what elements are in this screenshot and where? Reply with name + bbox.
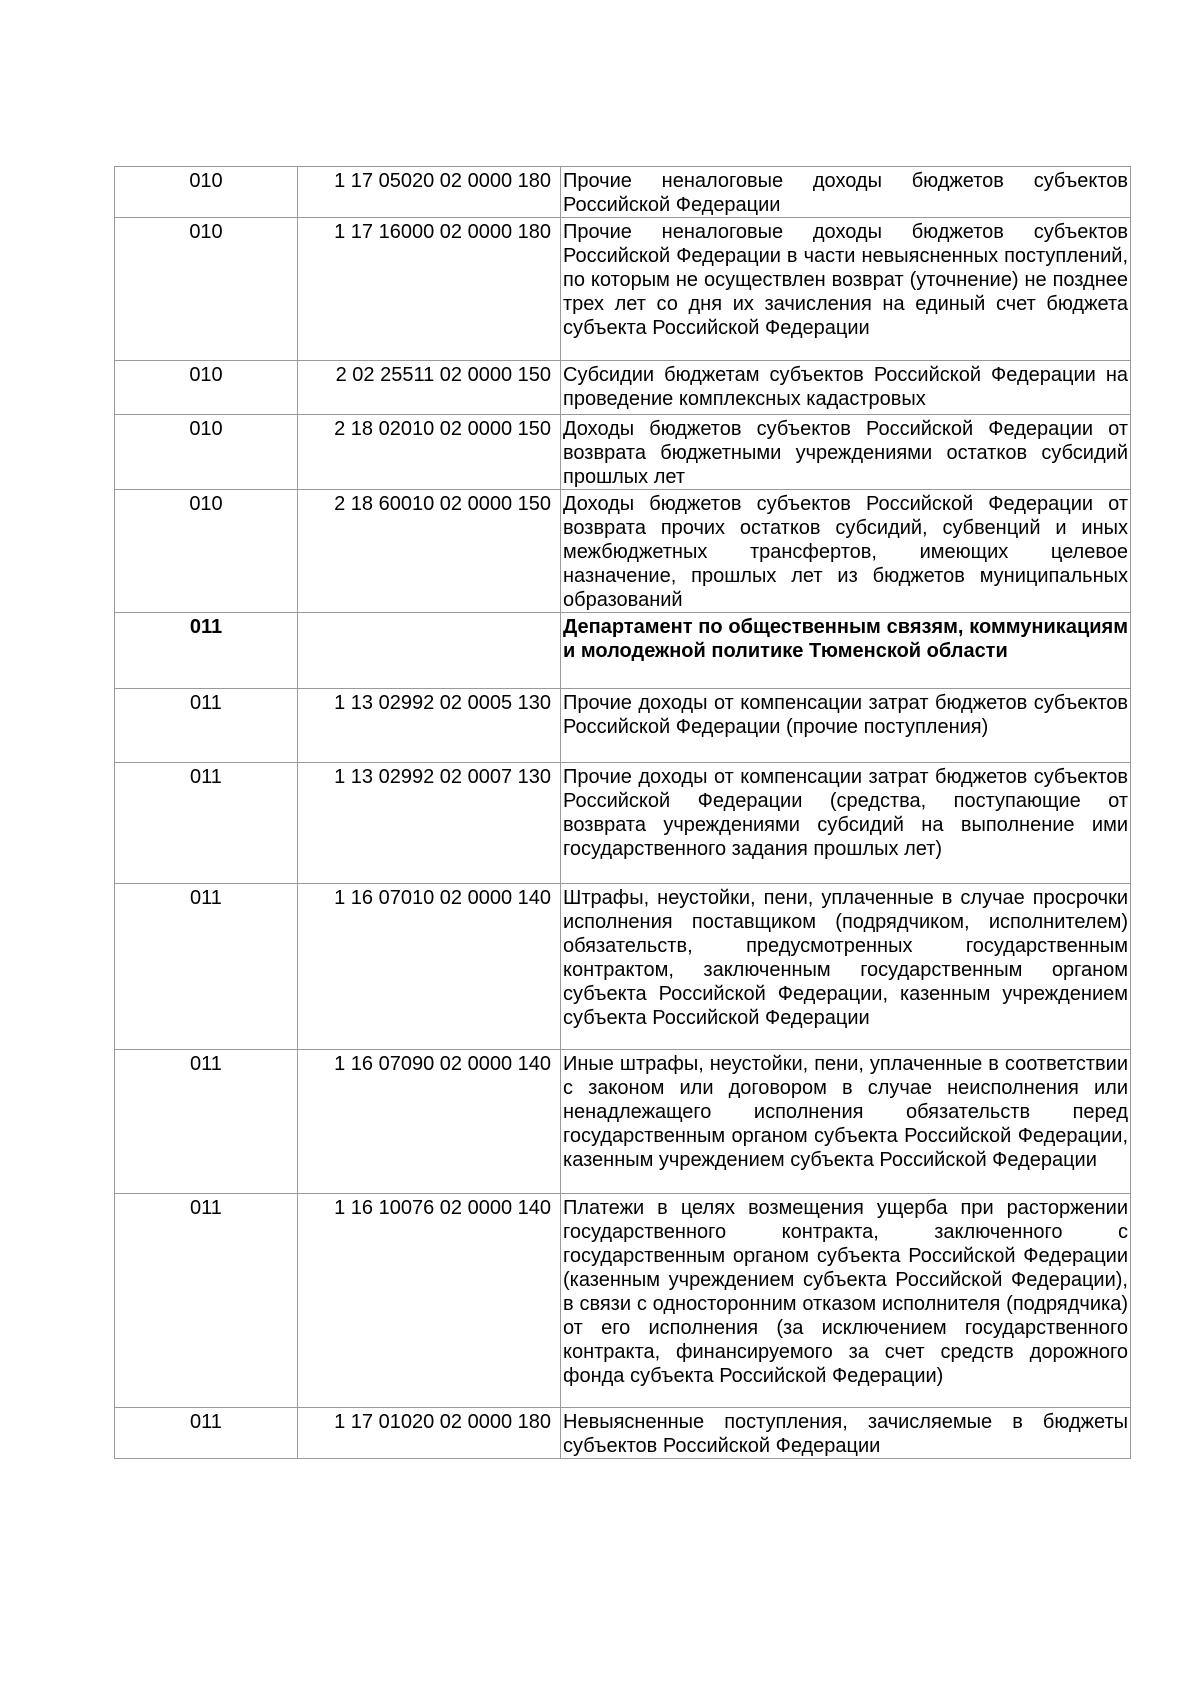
table-body (115, 167, 1131, 1459)
table-row-section-header (115, 613, 1131, 689)
budget-classification-code-cell: 1 13 02992 02 0005 130 (298, 689, 561, 763)
table-row (115, 689, 1131, 763)
budget-classification-code-cell: 1 16 10076 02 0000 140 (298, 1194, 561, 1408)
budget-classification-code-cell: 1 13 02992 02 0007 130 (298, 763, 561, 884)
table-row (115, 884, 1131, 1050)
revenue-name-cell: Доходы бюджетов субъектов Российской Федерации от возврата бюджетными учреждениями остатков субсидий прошлых лет (561, 415, 1131, 490)
table-row (115, 218, 1131, 361)
revenue-name-cell: Субсидии бюджетам субъектов Российской Федерации на проведение комплексных кадастровых (561, 361, 1131, 415)
budget-classification-code-cell: 1 16 07010 02 0000 140 (298, 884, 561, 1050)
revenue-name-cell: Невыясненные поступления, зачисляемые в бюджеты субъектов Российской Федерации (561, 1408, 1131, 1459)
revenue-name-cell: Штрафы, неустойки, пени, уплаченные в случае просрочки исполнения поставщиком (подрядчиком, исполнителем) обязательств, предусмотренных государственным контрактом, заключенным государственным органом субъекта Российской Федерации, казенным учреждением субъекта Российской Федерации (561, 884, 1131, 1050)
administrator-code-cell: 010 (115, 490, 298, 613)
administrator-code-cell: 010 (115, 361, 298, 415)
administrator-code-cell: 011 (115, 1194, 298, 1408)
table-row (115, 415, 1131, 490)
budget-classification-code-cell: 2 18 60010 02 0000 150 (298, 490, 561, 613)
budget-classification-code-cell: 1 17 05020 02 0000 180 (298, 167, 561, 218)
administrator-code-cell: 011 (115, 613, 298, 689)
revenue-name-cell: Иные штрафы, неустойки, пени, уплаченные в соответствии с законом или договором в случае неисполнения или ненадлежащего исполнения обязательств перед государственным органом субъекта Российской Федерации, казенным учреждением субъекта Российской Федерации (561, 1050, 1131, 1194)
table-row (115, 1050, 1131, 1194)
administrator-code-cell: 011 (115, 1408, 298, 1459)
table-row (115, 361, 1131, 415)
revenue-codes-table (114, 166, 1131, 1459)
revenue-name-cell: Прочие неналоговые доходы бюджетов субъектов Российской Федерации (561, 167, 1131, 218)
administrator-code-cell: 010 (115, 218, 298, 361)
budget-classification-code-cell: 1 17 16000 02 0000 180 (298, 218, 561, 361)
table-row (115, 763, 1131, 884)
budget-classification-code-cell: 1 16 07090 02 0000 140 (298, 1050, 561, 1194)
revenue-name-cell: Прочие неналоговые доходы бюджетов субъектов Российской Федерации в части невыясненных поступлений, по которым не осуществлен возврат (уточнение) не позднее трех лет со дня их зачисления на единый счет бюджета субъекта Российской Федерации (561, 218, 1131, 361)
budget-classification-code-cell: 1 17 01020 02 0000 180 (298, 1408, 561, 1459)
administrator-code-cell: 011 (115, 884, 298, 1050)
administrator-code-cell: 011 (115, 763, 298, 884)
revenue-name-cell: Прочие доходы от компенсации затрат бюджетов субъектов Российской Федерации (средства, поступающие от возврата учреждениями субсидий на выполнение ими государственного задания прошлых лет) (561, 763, 1131, 884)
administrator-code-cell: 010 (115, 167, 298, 218)
budget-classification-code-cell: 2 02 25511 02 0000 150 (298, 361, 561, 415)
revenue-name-cell: Прочие доходы от компенсации затрат бюджетов субъектов Российской Федерации (прочие поступления) (561, 689, 1131, 763)
administrator-code-cell: 011 (115, 689, 298, 763)
budget-classification-code-cell: 2 18 02010 02 0000 150 (298, 415, 561, 490)
department-name-cell: Департамент по общественным связям, коммуникациям и молодежной политике Тюменской области (561, 613, 1131, 689)
administrator-code-cell: 010 (115, 415, 298, 490)
administrator-code-cell: 011 (115, 1050, 298, 1194)
budget-classification-code-cell (298, 613, 561, 689)
table-row (115, 1408, 1131, 1459)
table-row (115, 1194, 1131, 1408)
table-row (115, 490, 1131, 613)
table-row (115, 167, 1131, 218)
revenue-name-cell: Доходы бюджетов субъектов Российской Федерации от возврата прочих остатков субсидий, субвенций и иных межбюджетных трансфертов, имеющих целевое назначение, прошлых лет из бюджетов муниципальных образований (561, 490, 1131, 613)
revenue-name-cell: Платежи в целях возмещения ущерба при расторжении государственного контракта, заключенного с государственным органом субъекта Российской Федерации (казенным учреждением субъекта Российской Федерации), в связи с односторонним отказом исполнителя (подрядчика) от его исполнения (за исключением государственного контракта, финансируемого за счет средств дорожного фонда субъекта Российской Федерации) (561, 1194, 1131, 1408)
